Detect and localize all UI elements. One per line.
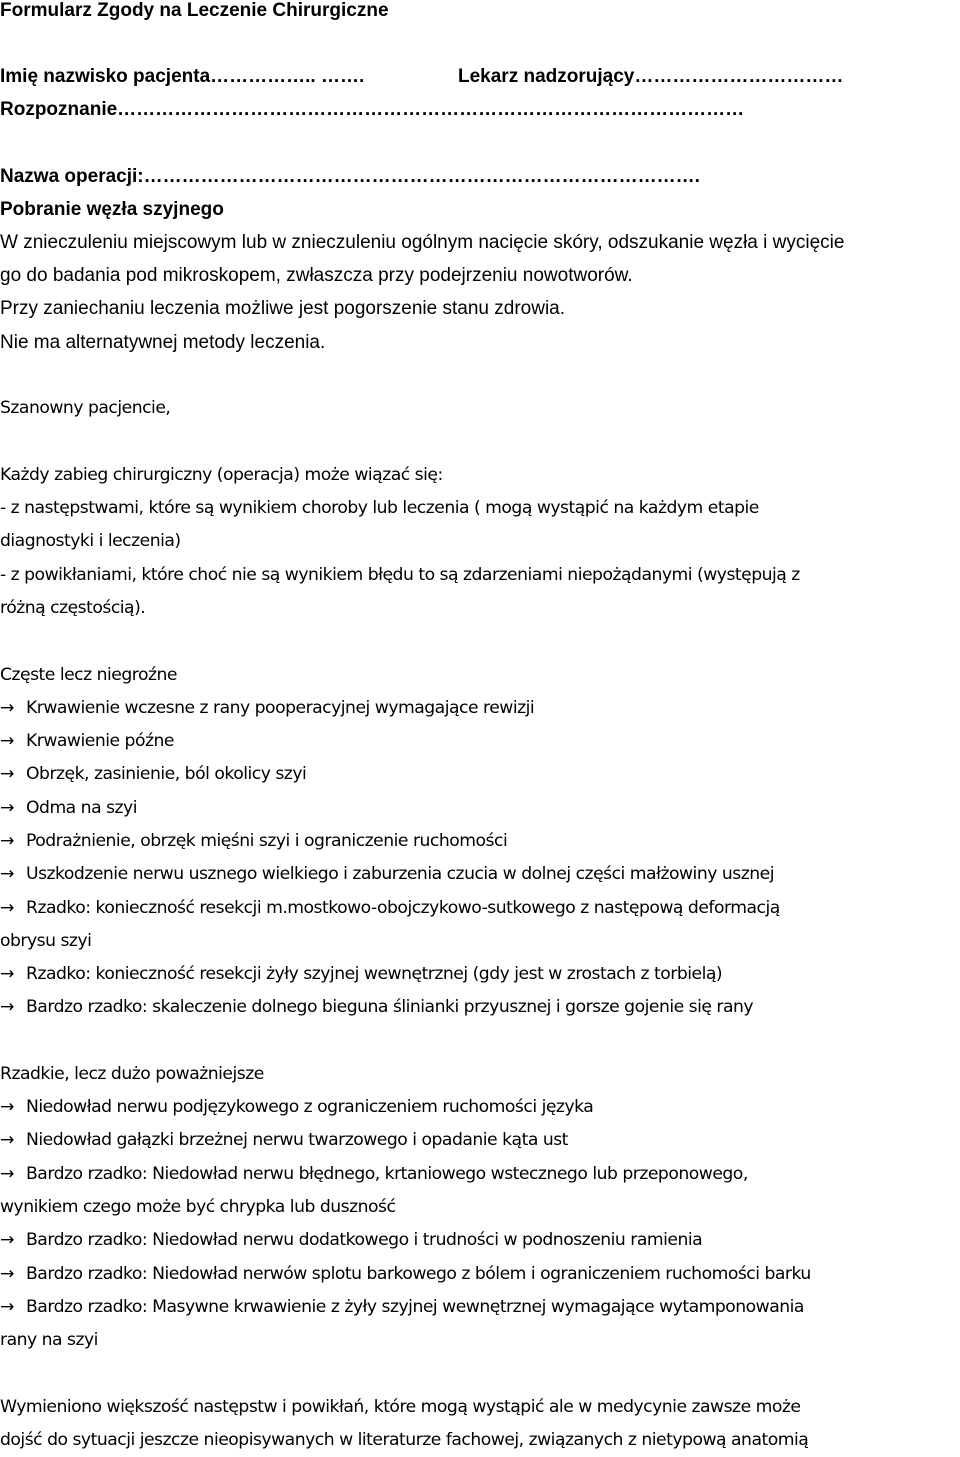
list-item: → Niedowład nerwu podjęzykowego z ograniczeniem ruchomości języka — [0, 1097, 594, 1117]
closing-paragraph: Wymieniono większość następstw i powikłań, które mogą wystąpić ale w medycynie zawsze może — [0, 1397, 801, 1417]
intro-paragraph: - z powikłaniami, które choć nie są wynikiem błędu to są zdarzeniami niepożądanymi (występują z — [0, 565, 800, 585]
supervising-doctor-field: Lekarz nadzorujący…………………………… — [458, 66, 844, 87]
intro-paragraph: - z następstwami, które są wynikiem choroby lub leczenia ( mogą wystąpić na każdym etapie — [0, 498, 759, 518]
intro-paragraph: diagnostyki i leczenia) — [0, 531, 181, 551]
arrow-right-icon: → — [0, 698, 14, 718]
description-line: Przy zaniechaniu leczenia możliwe jest pogorszenie stanu zdrowia. — [0, 298, 566, 319]
arrow-right-icon: → — [0, 1230, 14, 1250]
list-item: → Niedowład gałązki brzeżnej nerwu twarzowego i opadanie kąta ust — [0, 1130, 568, 1150]
arrow-right-icon: → — [0, 864, 14, 884]
salutation: Szanowny pacjencie, — [0, 398, 171, 418]
arrow-right-icon: → — [0, 898, 14, 918]
list-item-continuation: rany na szyi — [0, 1330, 98, 1350]
list-item: → Krwawienie wczesne z rany pooperacyjnej wymagające rewizji — [0, 698, 535, 718]
arrow-right-icon: → — [0, 831, 14, 851]
list-item: → Rzadko: konieczność resekcji m.mostkowo-obojczykowo-sutkowego z następową deformacją — [0, 898, 780, 918]
arrow-right-icon: → — [0, 1264, 14, 1284]
arrow-right-icon: → — [0, 1164, 14, 1184]
arrow-right-icon: → — [0, 1297, 14, 1317]
list-item: → Bardzo rzadko: Niedowład nerwu błędnego, krtaniowego wstecznego lub przeponowego, — [0, 1164, 748, 1184]
diagnosis-field: Rozpoznanie……………………………………………………………………………………… — [0, 99, 745, 120]
closing-paragraph: dojść do sytuacji jeszcze nieopisywanych w literaturze fachowej, związanych z nietypową anatomią — [0, 1430, 809, 1450]
arrow-right-icon: → — [0, 1097, 14, 1117]
intro-paragraph: różną częstością). — [0, 598, 146, 618]
list-item: → Odma na szyi — [0, 798, 137, 818]
description-line: W znieczuleniu miejscowym lub w znieczuleniu ogólnym nacięcie skóry, odszukanie węzła i wycięcie — [0, 232, 845, 253]
arrow-right-icon: → — [0, 997, 14, 1017]
list-item: → Podrażnienie, obrzęk mięśni szyi i ograniczenie ruchomości — [0, 831, 508, 851]
intro-lead: Każdy zabieg chirurgiczny (operacja) może wiązać się: — [0, 465, 443, 485]
list-item: → Uszkodzenie nerwu usznego wielkiego i zaburzenia czucia w dolnej części małżowiny usznej — [0, 864, 774, 884]
list-item: → Bardzo rzadko: skaleczenie dolnego bieguna ślinianki przyusznej i gorsze gojenie się rany — [0, 997, 754, 1017]
patient-name-field: Imię nazwisko pacjenta…………….. ……. — [0, 66, 365, 87]
common-complications-heading: Częste lecz niegroźne — [0, 665, 177, 685]
arrow-right-icon: → — [0, 731, 14, 751]
description-line: go do badania pod mikroskopem, zwłaszcza przy podejrzeniu nowotworów. — [0, 265, 633, 286]
form-title: Formularz Zgody na Leczenie Chirurgiczne — [0, 0, 389, 21]
list-item: → Rzadko: konieczność resekcji żyły szyjnej wewnętrznej (gdy jest w zrostach z torbielą) — [0, 964, 723, 984]
list-item-continuation: obrysu szyi — [0, 931, 92, 951]
description-line: Nie ma alternatywnej metody leczenia. — [0, 332, 326, 353]
operation-name-field: Nazwa operacji:……………………………………………………………………………. — [0, 166, 700, 187]
arrow-right-icon: → — [0, 1130, 14, 1150]
list-item: → Bardzo rzadko: Niedowład nerwu dodatkowego i trudności w podnoszeniu ramienia — [0, 1230, 703, 1250]
list-item: → Obrzęk, zasinienie, ból okolicy szyi — [0, 764, 307, 784]
arrow-right-icon: → — [0, 964, 14, 984]
arrow-right-icon: → — [0, 798, 14, 818]
arrow-right-icon: → — [0, 764, 14, 784]
list-item: → Bardzo rzadko: Masywne krwawienie z żyły szyjnej wewnętrznej wymagające wytamponowania — [0, 1297, 804, 1317]
list-item: → Bardzo rzadko: Niedowład nerwów splotu barkowego z bólem i ograniczeniem ruchomości barku — [0, 1264, 811, 1284]
rare-complications-heading: Rzadkie, lecz dużo poważniejsze — [0, 1064, 264, 1084]
list-item: → Krwawienie późne — [0, 731, 174, 751]
list-item-continuation: wynikiem czego może być chrypka lub duszność — [0, 1197, 396, 1217]
operation-title: Pobranie węzła szyjnego — [0, 199, 224, 220]
